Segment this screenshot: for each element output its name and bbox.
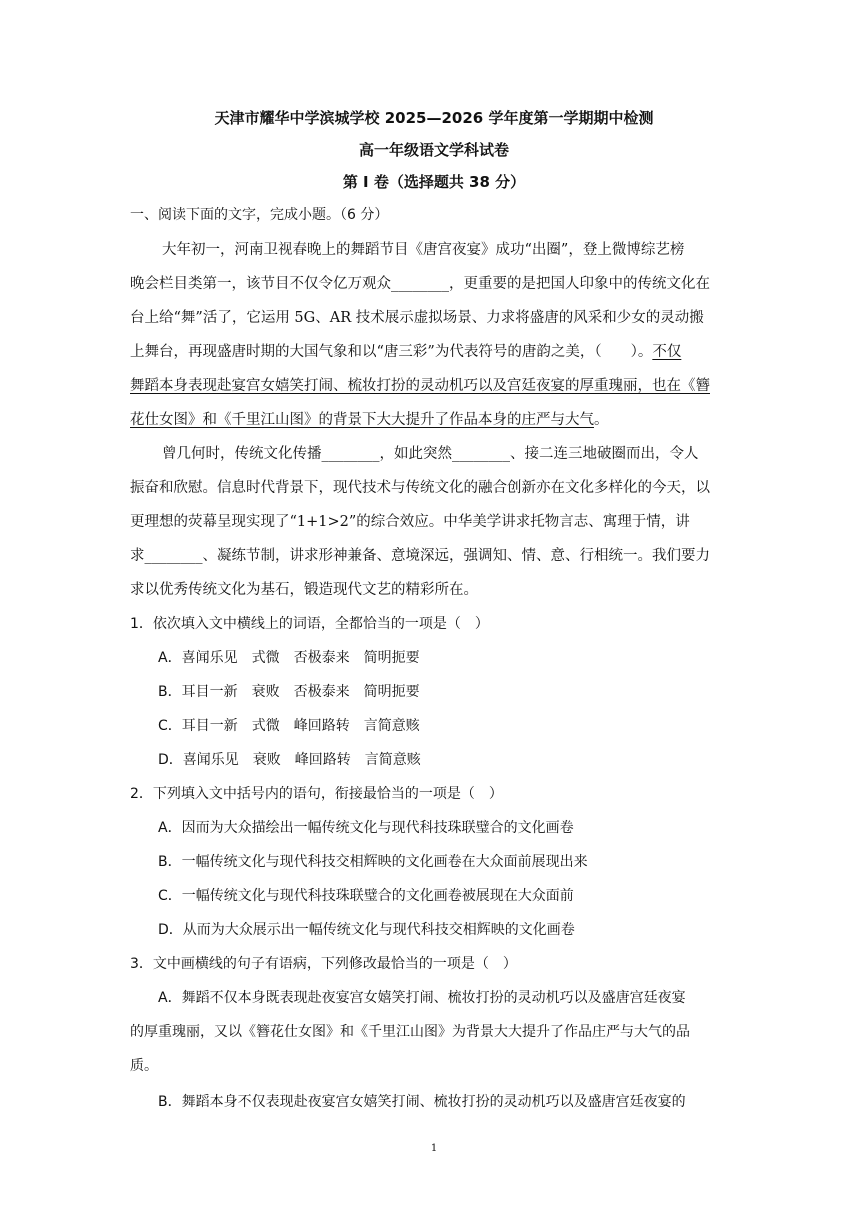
underlined-sentence: 舞蹈本身表现赴宴宫女嬉笑打闹、梳妆打扮的灵动机巧以及宫廷夜宴的厚重瑰丽，也在《簪: [130, 378, 710, 394]
underlined-sentence: 不仅: [652, 344, 682, 360]
paragraph-line: [130, 410, 609, 430]
option-a: A．喜闻乐见 式微 否极泰来 简明扼要: [158, 650, 420, 666]
paragraph-line: [130, 342, 681, 362]
option-d: D．从而为大众展示出一幅传统文化与现代科技交相辉映的文化画卷: [158, 922, 575, 938]
paragraph-line: 振奋和欣慰。信息时代背景下，现代技术与传统文化的融合创新亦在文化多样化的今天，以: [130, 480, 710, 496]
section-heading: 一、阅读下面的文字，完成小题。（6 分）: [130, 207, 389, 223]
paragraph-text: 。: [594, 412, 609, 428]
question-stem: 1．依次填入文中横线上的词语，全都恰当的一项是（ ）: [130, 616, 489, 632]
question-stem: 3．文中画横线的句子有语病，下列修改最恰当的一项是（ ）: [130, 956, 517, 972]
option-b: B．耳目一新 衰败 否极泰来 简明扼要: [158, 684, 420, 700]
section-title: 第 I 卷（选择题共 38 分）: [342, 173, 526, 191]
paragraph-line: 台上给“舞”活了，它运用 5G、AR 技术展示虚拟场景、力求将盛唐的风采和少女的灵动搬: [130, 310, 704, 326]
paragraph-text: 上舞台，再现盛唐时期的大国气象和以“唐三彩”为代表符号的唐韵之美，（ ）。: [130, 344, 653, 360]
paragraph-line: 曾几何时，传统文化传播________，如此突然________、接二连三地破圈而出，令人: [162, 446, 699, 462]
paragraph-line: 求________、凝练节制，讲求形神兼备、意境深远，强调知、情、意、行相统一。我们要力: [130, 548, 710, 564]
option-b: B．一幅传统文化与现代科技交相辉映的文化画卷在大众面前展现出来: [158, 854, 588, 870]
option-b: B．舞蹈本身不仅表现赴夜宴宫女嬉笑打闹、梳妆打扮的灵动机巧以及盛唐宫廷夜宴的: [158, 1094, 686, 1110]
option-a-continued: 的厚重瑰丽，又以《簪花仕女图》和《千里江山图》为背景大大提升了作品庄严与大气的品: [130, 1024, 690, 1040]
school-title: 天津市耀华中学滨城学校 2025—2026 学年度第一学期期中检测: [214, 109, 654, 127]
option-c: C．一幅传统文化与现代科技珠联璧合的文化画卷被展现在大众面前: [158, 888, 574, 904]
paragraph-line: 大年初一，河南卫视春晚上的舞蹈节目《唐宫夜宴》成功“出圈”，登上微博综艺榜: [162, 242, 685, 258]
page-number: 1: [430, 1143, 438, 1154]
underlined-sentence: 花仕女图》和《千里江山图》的背景下大大提升了作品本身的庄严与大气: [130, 412, 594, 428]
subject-title: 高一年级语文学科试卷: [358, 141, 509, 159]
option-a: A．舞蹈不仅本身既表现赴夜宴宫女嬉笑打闹、梳妆打扮的灵动机巧以及盛唐宫廷夜宴: [158, 990, 686, 1006]
paragraph-line: 更理想的荧幕呈现实现了“1+1>2”的综合效应。中华美学讲求托物言志、寓理于情，讲: [130, 514, 690, 530]
paragraph-line: 晚会栏目类第一，该节目不仅令亿万观众________，更重要的是把国人印象中的传统文化在: [130, 276, 710, 292]
question-stem: 2．下列填入文中括号内的语句，衔接最恰当的一项是（ ）: [130, 786, 503, 802]
option-c: C．耳目一新 式微 峰回路转 言简意赅: [158, 718, 420, 734]
option-a: A．因而为大众描绘出一幅传统文化与现代科技珠联璧合的文化画卷: [158, 820, 574, 836]
option-d: D．喜闻乐见 衰败 峰回路转 言简意赅: [158, 752, 421, 768]
option-a-continued: 质。: [130, 1058, 158, 1074]
paragraph-line: 求以优秀传统文化为基石，锻造现代文艺的精彩所在。: [130, 582, 478, 598]
